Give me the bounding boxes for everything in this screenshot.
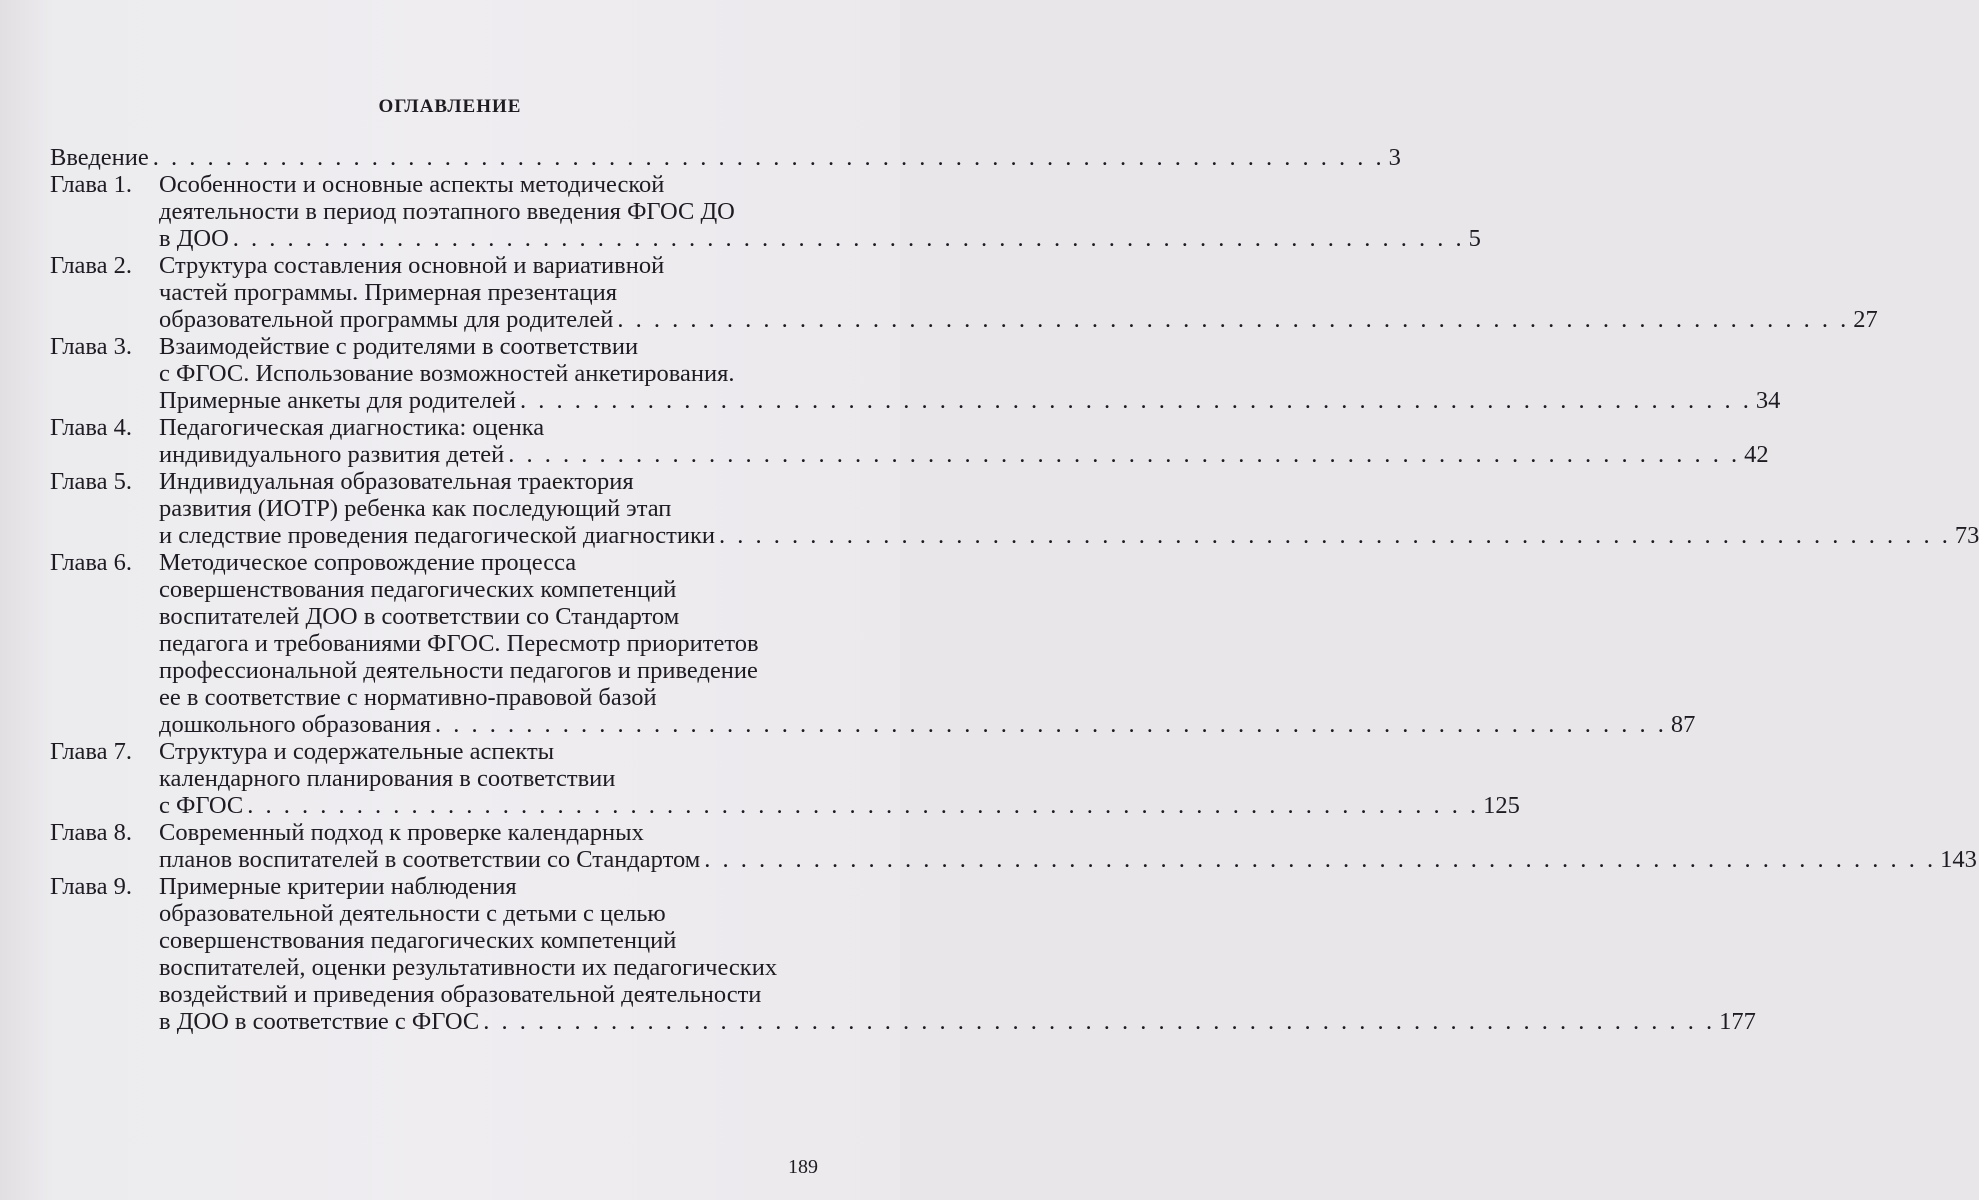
entry-text: образовательной программы для родителей	[159, 306, 614, 333]
toc-line	[50, 360, 820, 387]
entry-text: Методическое сопровождение процесса	[159, 549, 577, 576]
toc-line	[50, 765, 820, 792]
dot-leader: . . . . . . . . . . . . . . . . . . . . . . . . . . . . . . . . . . . . . . . . . . . . . . . . . . . . . . . . . . . . . . . . . . . .	[232, 225, 1465, 252]
entry-text: индивидуального развития детей	[159, 441, 505, 468]
toc-line	[50, 387, 1781, 414]
toc-line	[50, 846, 1977, 873]
toc-line	[50, 1008, 1756, 1035]
toc-line	[50, 819, 820, 846]
entry-text: педагога и требованиями ФГОС. Пересмотр приоритетов	[159, 630, 759, 657]
entry-text: Педагогическая диагностика: оценка	[159, 414, 545, 441]
toc-line	[50, 549, 820, 576]
toc-line	[50, 900, 820, 927]
toc-line	[50, 522, 1979, 549]
entry-text: планов воспитателей в соответствии со Стандартом	[159, 846, 701, 873]
toc-line	[50, 225, 1481, 252]
dot-leader: . . . . . . . . . . . . . . . . . . . . . . . . . . . . . . . . . . . . . . . . . . . . . . . . . . . . . . . . . . . . . . . . . . . .	[719, 522, 1951, 549]
entry-text: деятельности в период поэтапного введения ФГОС ДО	[159, 198, 735, 225]
chapter-label: Глава 6.	[50, 549, 133, 576]
toc-line	[50, 711, 1696, 738]
entry-text: Современный подход к проверке календарных	[159, 819, 644, 846]
entry-text: Примерные анкеты для родителей	[159, 387, 516, 414]
entry-text: частей программы. Примерная презентация	[159, 279, 618, 306]
entry-text: образовательной деятельности с детьми с целью	[159, 900, 666, 927]
dot-leader: . . . . . . . . . . . . . . . . . . . . . . . . . . . . . . . . . . . . . . . . . . . . . . . . . . . . . . . . . . . . . . . . . . . .	[519, 387, 1752, 414]
entry-text: профессиональной деятельности педагогов и приведение	[159, 657, 758, 684]
dot-leader: . . . . . . . . . . . . . . . . . . . . . . . . . . . . . . . . . . . . . . . . . . . . . . . . . . . . . . . . . . . . . . . . . . . .	[434, 711, 1667, 738]
entry-text: Структура и содержательные аспекты	[159, 738, 555, 765]
entry-text: и следствие проведения педагогической диагностики	[159, 522, 716, 549]
entry-text: воздействий и приведения образовательной деятельности	[159, 981, 762, 1008]
toc-title: ОГЛАВЛЕНИЕ	[378, 96, 522, 117]
entry-text: Примерные критерии наблюдения	[159, 873, 517, 900]
toc-entry	[50, 738, 1520, 819]
toc-line	[50, 738, 820, 765]
toc-line	[50, 981, 820, 1008]
chapter-label: Глава 3.	[50, 333, 133, 360]
toc-entry	[50, 144, 1401, 171]
entry-text: в ДОО в соответствие с ФГОС	[159, 1008, 480, 1035]
entry-text: развития (ИОТР) ребенка как последующий этап	[159, 495, 672, 522]
toc-line	[50, 954, 820, 981]
toc-entry	[50, 171, 1481, 252]
entry-text: с ФГОС. Использование возможностей анкетирования.	[159, 360, 735, 387]
entry-page-number: 143	[1940, 846, 1977, 873]
entry-text: календарного планирования в соответствии	[159, 765, 616, 792]
chapter-label: Глава 1.	[50, 171, 133, 198]
toc-line	[50, 333, 820, 360]
entry-text: воспитателей ДОО в соответствии со Стандартом	[159, 603, 680, 630]
entry-page-number: 87	[1670, 711, 1696, 738]
toc-line	[50, 252, 820, 279]
entry-page-number: 3	[1388, 144, 1401, 171]
table-of-contents	[50, 144, 1979, 1035]
entry-page-number: 177	[1719, 1008, 1756, 1035]
entry-text: Введение	[50, 144, 149, 171]
toc-line	[50, 603, 820, 630]
dot-leader: . . . . . . . . . . . . . . . . . . . . . . . . . . . . . . . . . . . . . . . . . . . . . . . . . . . . . . . . . . . . . . . . . . . .	[247, 792, 1480, 819]
entry-text: воспитателей, оценки результативности их педагогических	[159, 954, 778, 981]
toc-line	[50, 279, 820, 306]
chapter-label: Глава 9.	[50, 873, 133, 900]
entry-page-number: 5	[1468, 225, 1481, 252]
dot-leader: . . . . . . . . . . . . . . . . . . . . . . . . . . . . . . . . . . . . . . . . . . . . . . . . . . . . . . . . . . . . . . . . . . . .	[152, 144, 1385, 171]
dot-leader: . . . . . . . . . . . . . . . . . . . . . . . . . . . . . . . . . . . . . . . . . . . . . . . . . . . . . . . . . . . . . . . . . . . .	[483, 1008, 1716, 1035]
entry-text: Индивидуальная образовательная траектория	[159, 468, 634, 495]
entry-page-number: 42	[1744, 441, 1769, 468]
entry-page-number: 27	[1853, 306, 1878, 333]
toc-line	[50, 171, 820, 198]
toc-line	[50, 630, 820, 657]
entry-text: совершенствования педагогических компетенций	[159, 576, 677, 603]
page-number: 189	[788, 1156, 818, 1178]
toc-line	[50, 144, 1401, 171]
toc-line	[50, 657, 820, 684]
toc-line	[50, 684, 820, 711]
chapter-label: Глава 5.	[50, 468, 133, 495]
entry-text: в ДОО	[159, 225, 229, 252]
entry-text: Особенности и основные аспекты методической	[159, 171, 665, 198]
entry-page-number: 125	[1483, 792, 1520, 819]
toc-line	[50, 873, 820, 900]
toc-line	[50, 468, 820, 495]
toc-line	[50, 927, 820, 954]
entry-text: с ФГОС	[159, 792, 244, 819]
toc-line	[50, 576, 820, 603]
toc-line	[50, 306, 1878, 333]
entry-text: Взаимодействие с родителями в соответствии	[159, 333, 639, 360]
entry-text: Структура составления основной и вариативной	[159, 252, 665, 279]
dot-leader: . . . . . . . . . . . . . . . . . . . . . . . . . . . . . . . . . . . . . . . . . . . . . . . . . . . . . . . . . . . . . . . . . . . .	[704, 846, 1937, 873]
dot-leader: . . . . . . . . . . . . . . . . . . . . . . . . . . . . . . . . . . . . . . . . . . . . . . . . . . . . . . . . . . . . . . . . . . . .	[617, 306, 1850, 333]
chapter-label: Глава 8.	[50, 819, 133, 846]
toc-entry	[50, 873, 1756, 1035]
toc-entry	[50, 468, 1979, 549]
entry-page-number: 34	[1755, 387, 1781, 414]
entry-text: дошкольного образования	[159, 711, 431, 738]
dot-leader: . . . . . . . . . . . . . . . . . . . . . . . . . . . . . . . . . . . . . . . . . . . . . . . . . . . . . . . . . . . . . . . . . . . .	[508, 441, 1741, 468]
toc-entry	[50, 819, 1977, 873]
toc-line	[50, 495, 820, 522]
toc-line	[50, 198, 820, 225]
toc-entry	[50, 414, 1769, 468]
entry-page-number: 73	[1954, 522, 1979, 549]
toc-line	[50, 441, 1769, 468]
chapter-label: Глава 2.	[50, 252, 133, 279]
toc-entry	[50, 549, 1696, 738]
chapter-label: Глава 4.	[50, 414, 133, 441]
toc-line	[50, 414, 820, 441]
entry-text: ее в соответствие с нормативно-правовой базой	[159, 684, 657, 711]
entry-text: совершенствования педагогических компетенций	[159, 927, 677, 954]
chapter-label: Глава 7.	[50, 738, 133, 765]
toc-entry	[50, 252, 1878, 333]
toc-line	[50, 792, 1520, 819]
toc-entry	[50, 333, 1781, 414]
